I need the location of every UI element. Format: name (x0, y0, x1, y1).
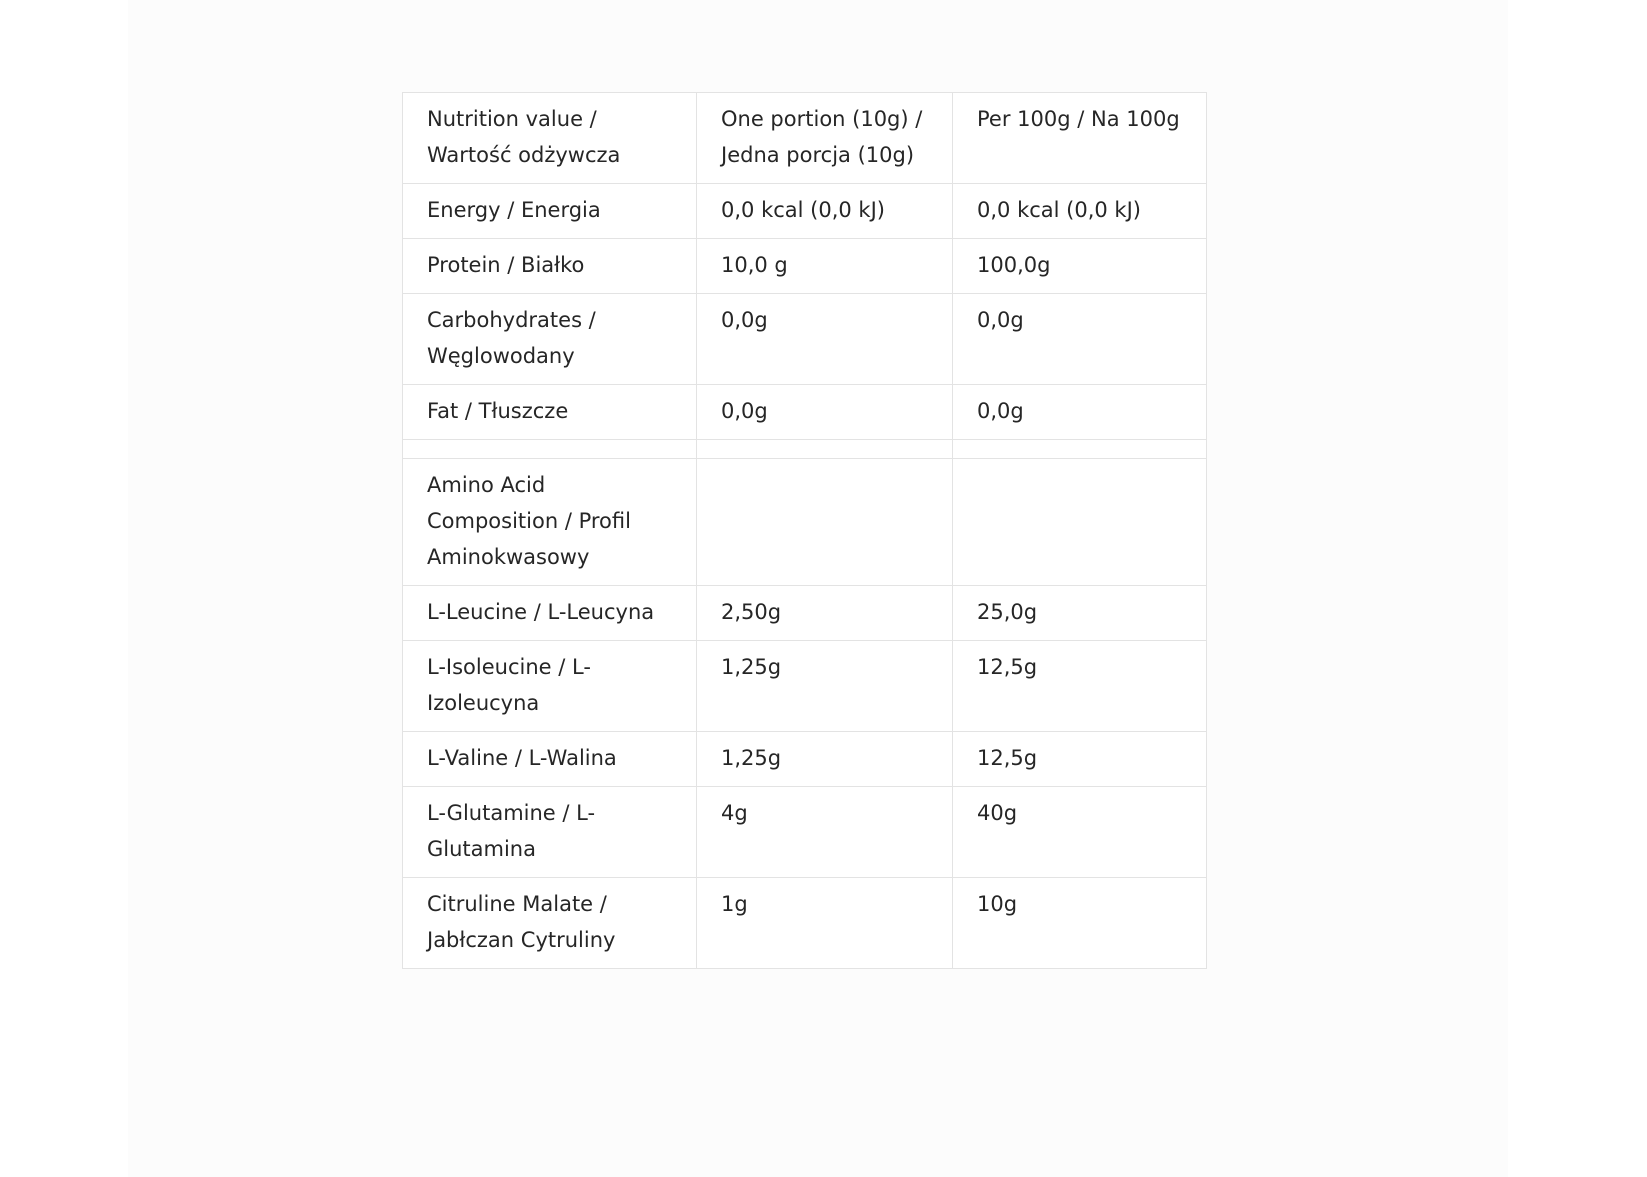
row-portion-value: 0,0g (697, 294, 953, 385)
empty-cell (697, 459, 953, 586)
row-per100-value: 12,5g (953, 732, 1207, 787)
table-row (403, 294, 1207, 385)
row-label: L-Valine / L-Walina (403, 732, 697, 787)
header-nutrition-value: Nutrition value / Wartość odżywcza (403, 93, 697, 184)
amino-section-header-row (403, 459, 1207, 586)
amino-section-title: Amino Acid Composition / Profil Aminokwasowy (403, 459, 697, 586)
row-label: L-Glutamine / L-Glutamina (403, 787, 697, 878)
row-per100-value: 10g (953, 878, 1207, 969)
row-portion-value: 0,0g (697, 385, 953, 440)
row-portion-value: 1,25g (697, 732, 953, 787)
table-row (403, 385, 1207, 440)
row-per100-value: 25,0g (953, 586, 1207, 641)
row-portion-value: 10,0 g (697, 239, 953, 294)
row-portion-value: 4g (697, 787, 953, 878)
table-row (403, 878, 1207, 969)
row-per100-value: 12,5g (953, 641, 1207, 732)
spacer-cell (697, 440, 953, 459)
empty-cell (953, 459, 1207, 586)
table-header-row (403, 93, 1207, 184)
row-label: Energy / Energia (403, 184, 697, 239)
row-label: L-Isoleucine / L-Izoleucyna (403, 641, 697, 732)
row-portion-value: 2,50g (697, 586, 953, 641)
row-per100-value: 40g (953, 787, 1207, 878)
nutrition-table (402, 92, 1207, 969)
row-label: Citruline Malate / Jabłczan Cytruliny (403, 878, 697, 969)
table-row (403, 787, 1207, 878)
table-row (403, 641, 1207, 732)
row-label: Protein / Białko (403, 239, 697, 294)
table-row (403, 586, 1207, 641)
row-per100-value: 0,0g (953, 294, 1207, 385)
row-portion-value: 1g (697, 878, 953, 969)
row-portion-value: 0,0 kcal (0,0 kJ) (697, 184, 953, 239)
header-one-portion: One portion (10g) / Jedna porcja (10g) (697, 93, 953, 184)
row-label: Fat / Tłuszcze (403, 385, 697, 440)
row-per100-value: 100,0g (953, 239, 1207, 294)
row-portion-value: 1,25g (697, 641, 953, 732)
row-label: Carbohydrates / Węglowodany (403, 294, 697, 385)
spacer-cell (953, 440, 1207, 459)
row-per100-value: 0,0 kcal (0,0 kJ) (953, 184, 1207, 239)
table-row (403, 239, 1207, 294)
table-spacer-row (403, 440, 1207, 459)
table-row (403, 732, 1207, 787)
row-per100-value: 0,0g (953, 385, 1207, 440)
spacer-cell (403, 440, 697, 459)
header-per-100g: Per 100g / Na 100g (953, 93, 1207, 184)
row-label: L-Leucine / L-Leucyna (403, 586, 697, 641)
table-row (403, 184, 1207, 239)
